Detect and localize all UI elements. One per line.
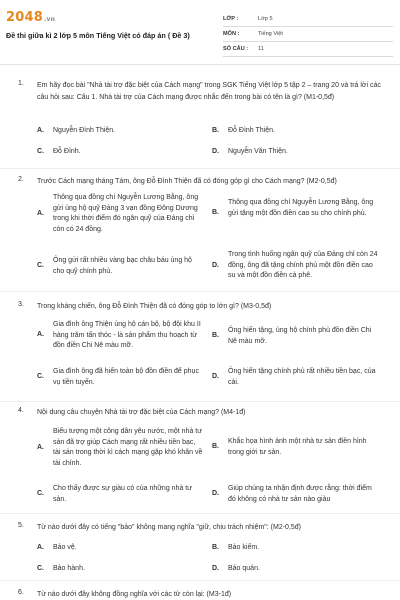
question-divider bbox=[0, 401, 400, 402]
question-number: 5. bbox=[18, 522, 24, 529]
question-divider bbox=[0, 291, 400, 292]
option-text: Thông qua đồng chí Nguyễn Lương Bằng, ông gửi tặng một đồn điền cao su cho chính phủ. bbox=[228, 199, 374, 217]
logo-text: 2048 bbox=[6, 10, 43, 25]
option-text: Ông gửi rất nhiều vàng bạc châu báu ủng hộ cho quỹ chính phủ. bbox=[53, 257, 192, 275]
option-label: C. bbox=[37, 565, 44, 572]
option-label: A. bbox=[37, 544, 44, 551]
option-text: Bảo vệ. bbox=[53, 544, 77, 551]
question-number: 2. bbox=[18, 176, 24, 183]
option-text: Cho thấy được sự giàu có của những nhà tư sản. bbox=[53, 485, 192, 503]
question-divider bbox=[0, 513, 400, 514]
question-2 bbox=[0, 176, 400, 286]
option-label: A. bbox=[37, 444, 44, 451]
question-6 bbox=[0, 589, 400, 600]
option-label: B. bbox=[212, 209, 219, 216]
page-title: Đề thi giữa kì 2 lớp 5 môn Tiếng Việt có đáp án ( Đề 3) bbox=[6, 31, 190, 40]
header-divider bbox=[0, 64, 400, 65]
option-text: Bảo hành. bbox=[53, 565, 85, 572]
question-number: 6. bbox=[18, 589, 24, 596]
option-text: Gia đình ông đã hiến toàn bộ đồn điền để phục vụ tiền tuyến. bbox=[53, 368, 199, 386]
option-text: Thông qua đồng chí Nguyễn Lương Bằng, ông gửi ủng hộ quỹ Đảng 3 vạn đồng Đông Dương trong khi thời điểm đó ngân quỹ của Đảng chỉ còn có 24 đồng. bbox=[53, 194, 199, 233]
option-label: B. bbox=[212, 544, 219, 551]
site-logo[interactable] bbox=[6, 10, 55, 25]
option-label: D. bbox=[212, 490, 219, 497]
option-label: C. bbox=[37, 490, 44, 497]
option-label: D. bbox=[212, 373, 219, 380]
question-4 bbox=[0, 407, 400, 512]
option-text: Nguyễn Văn Thiện. bbox=[228, 148, 288, 155]
question-text: Em hãy đọc bài "Nhà tài trợ đặc biệt của Cách mạng" trong SGK Tiếng Việt lớp 5 tập 2 – trang 20 và trả lời các câu hỏi sau: Câu 1. Nhà tài trợ của Cách mạng được nhắc đến trong bài có tên là gì? (M1-0,5đ) bbox=[37, 82, 381, 101]
meta-key: LỚP : bbox=[223, 16, 239, 22]
option-text: Biểu tượng một công dân yêu nước, một nhà tư sản đã trợ giúp Cách mạng rất nhiều tiền bạc, tài sản trong thời kì cách mạng gặp khó khăn về tài chính. bbox=[53, 428, 203, 467]
meta-value: Lớp 5 bbox=[258, 16, 273, 22]
question-divider bbox=[0, 168, 400, 169]
option-label: A. bbox=[37, 210, 44, 217]
meta-row-count bbox=[223, 42, 393, 57]
page-header bbox=[0, 0, 400, 62]
question-text: Nội dung câu chuyện Nhà tài trợ đặc biệt của Cách mạng? (M4-1đ) bbox=[37, 409, 246, 416]
option-text: Giúp chúng ta nhận định được rằng: thời điểm đó không có nhà tư sản nào giàu bbox=[228, 485, 372, 503]
question-number: 1. bbox=[18, 80, 24, 87]
option-label: C. bbox=[37, 373, 44, 380]
meta-row-class bbox=[223, 12, 393, 27]
option-text: Đỗ Đình. bbox=[53, 148, 81, 155]
question-3 bbox=[0, 301, 400, 396]
option-text: Ông hiến tặng, ủng hộ chính phủ đồn điền Chi Nê màu mỡ. bbox=[228, 327, 372, 345]
option-text: Khắc họa hình ảnh một nhà tư sản điền hình trong giới tư sản. bbox=[228, 438, 367, 456]
option-text: Bảo kiếm. bbox=[228, 544, 260, 551]
exam-meta-table bbox=[223, 12, 393, 57]
option-text: Đỗ Đình Thiện. bbox=[228, 127, 275, 134]
option-label: C. bbox=[37, 148, 44, 155]
meta-row-subject bbox=[223, 27, 393, 42]
question-number: 3. bbox=[18, 301, 24, 308]
question-text: Từ nào dưới đây có tiếng "bảo" không mang nghĩa "giữ, chịu trách nhiệm": (M2-0,5đ) bbox=[37, 524, 302, 531]
meta-key: MÔN : bbox=[223, 31, 240, 37]
option-label: D. bbox=[212, 148, 219, 155]
question-text: Trong kháng chiến, ông Đỗ Đình Thiện đã có đóng góp to lớn gì? (M3-0,5đ) bbox=[37, 303, 272, 310]
question-text: Từ nào dưới đây không đồng nghĩa với các từ còn lại: (M3-1đ) bbox=[37, 591, 232, 598]
question-divider bbox=[0, 580, 400, 581]
option-text: Bảo quản. bbox=[228, 565, 260, 572]
meta-value: 11 bbox=[258, 46, 264, 52]
option-label: C. bbox=[37, 262, 44, 269]
question-text: Trước Cách mạng tháng Tám, ông Đỗ Đình Thiện đã có đóng góp gì cho Cách mạng? (M2-0,5đ) bbox=[37, 178, 337, 185]
option-label: D. bbox=[212, 565, 219, 572]
option-label: B. bbox=[212, 127, 219, 134]
logo-suffix: .vn bbox=[43, 16, 56, 23]
meta-key: SỐ CÂU : bbox=[223, 46, 249, 52]
option-text: Nguyễn Đình Thiện. bbox=[53, 127, 116, 134]
question-1 bbox=[0, 80, 400, 162]
option-text: Gia đình ông Thiện ủng hộ cán bộ, bộ đội khu II hàng trăm tấn thóc - là sản phẩm thu hoạch từ đồn điền Chi Nê màu mỡ. bbox=[53, 321, 201, 349]
question-5 bbox=[0, 522, 400, 577]
option-label: B. bbox=[212, 332, 219, 339]
option-text: Trong tình huống ngân quỹ của Đảng chỉ còn 24 đồng, ông đã tặng chính phủ một đồn điền cao su và một đồn điền cà phê. bbox=[228, 251, 378, 279]
meta-value: Tiếng Việt bbox=[258, 31, 283, 37]
option-label: B. bbox=[212, 443, 219, 450]
question-number: 4. bbox=[18, 407, 24, 414]
option-text: Ông hiến tặng chính phủ rất nhiều tiền bạc, của cải. bbox=[228, 368, 376, 386]
option-label: A. bbox=[37, 127, 44, 134]
option-label: D. bbox=[212, 262, 219, 269]
option-label: A. bbox=[37, 331, 44, 338]
